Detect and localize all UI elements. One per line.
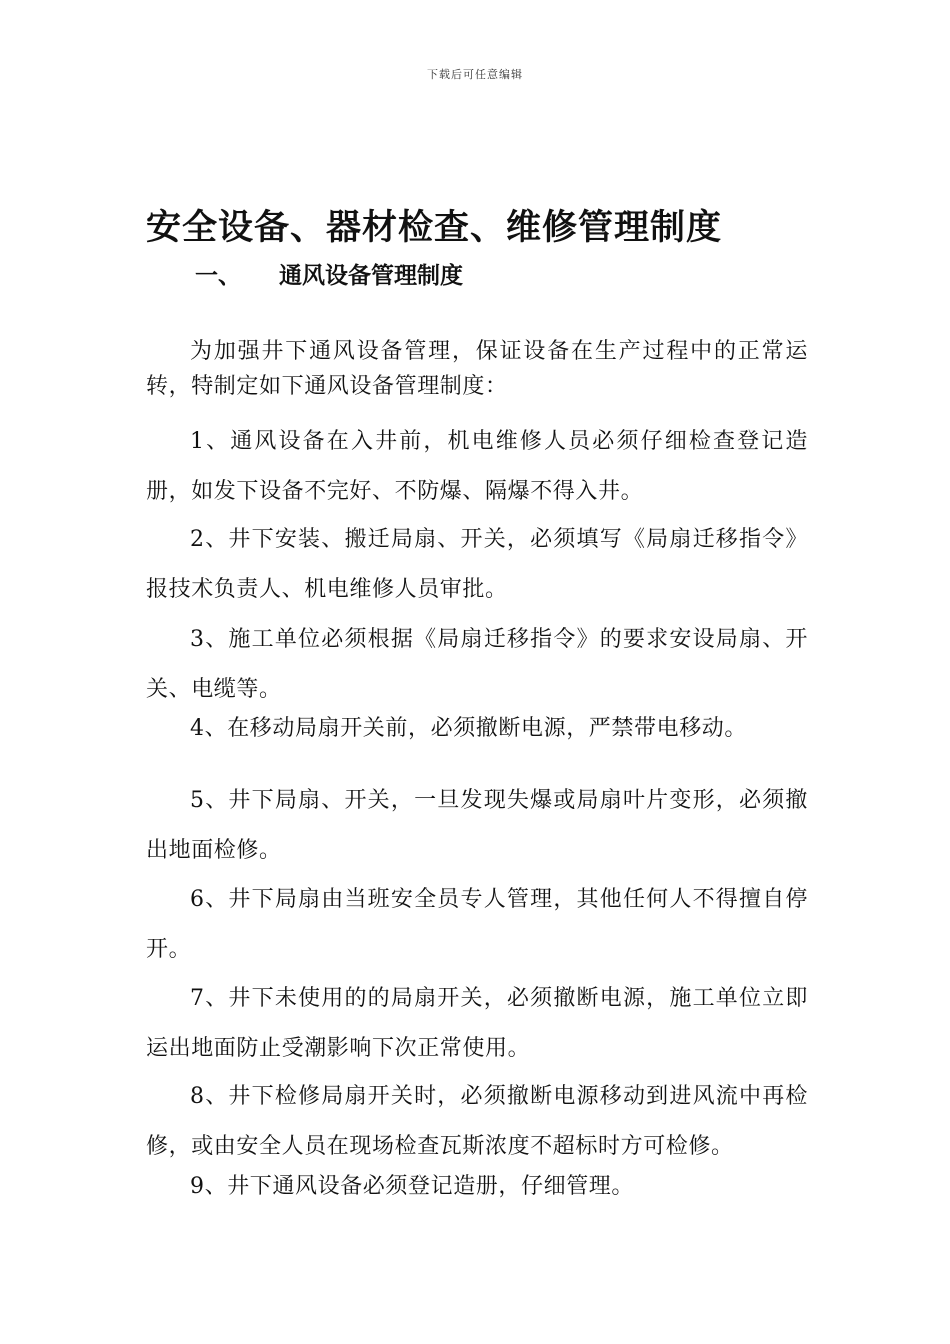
rule-item-2: 2、井下安装、搬迁局扇、开关，必须填写《局扇迁移指令》报技术负责人、机电维修人员审批。	[146, 527, 808, 602]
section-heading	[195, 257, 463, 290]
rule-item-3: 3、施工单位必须根据《局扇迁移指令》的要求安设局扇、开关、电缆等。	[146, 627, 808, 702]
rule-item-4: 4、在移动局扇开关前，必须撤断电源，严禁带电移动。	[190, 716, 747, 741]
rule-item-9: 9、井下通风设备必须登记造册，仔细管理。	[190, 1174, 634, 1199]
document-title: 安全设备、器材检查、维修管理制度	[146, 208, 723, 248]
intro-paragraph: 为加强井下通风设备管理，保证设备在生产过程中的正常运转，特制定如下通风设备管理制度：	[146, 339, 808, 399]
section-number: 一、	[195, 263, 241, 289]
rule-item-8: 8、井下检修局扇开关时，必须撤断电源移动到进风流中再检修，或由安全人员在现场检查瓦斯浓度不超标时方可检修。	[146, 1084, 808, 1159]
header-note: 下载后可任意编辑	[427, 68, 523, 81]
rule-item-1: 1、通风设备在入井前，机电维修人员必须仔细检查登记造册，如发下设备不完好、不防爆、隔爆不得入井。	[146, 429, 808, 504]
rule-item-6: 6、井下局扇由当班安全员专人管理，其他任何人不得擅自停开。	[146, 887, 808, 962]
rule-item-7: 7、井下未使用的的局扇开关，必须撤断电源，施工单位立即运出地面防止受潮影响下次正常使用。	[146, 986, 808, 1061]
rule-item-5: 5、井下局扇、开关，一旦发现失爆或局扇叶片变形，必须撤出地面检修。	[146, 788, 808, 863]
section-heading-text: 通风设备管理制度	[279, 263, 463, 289]
